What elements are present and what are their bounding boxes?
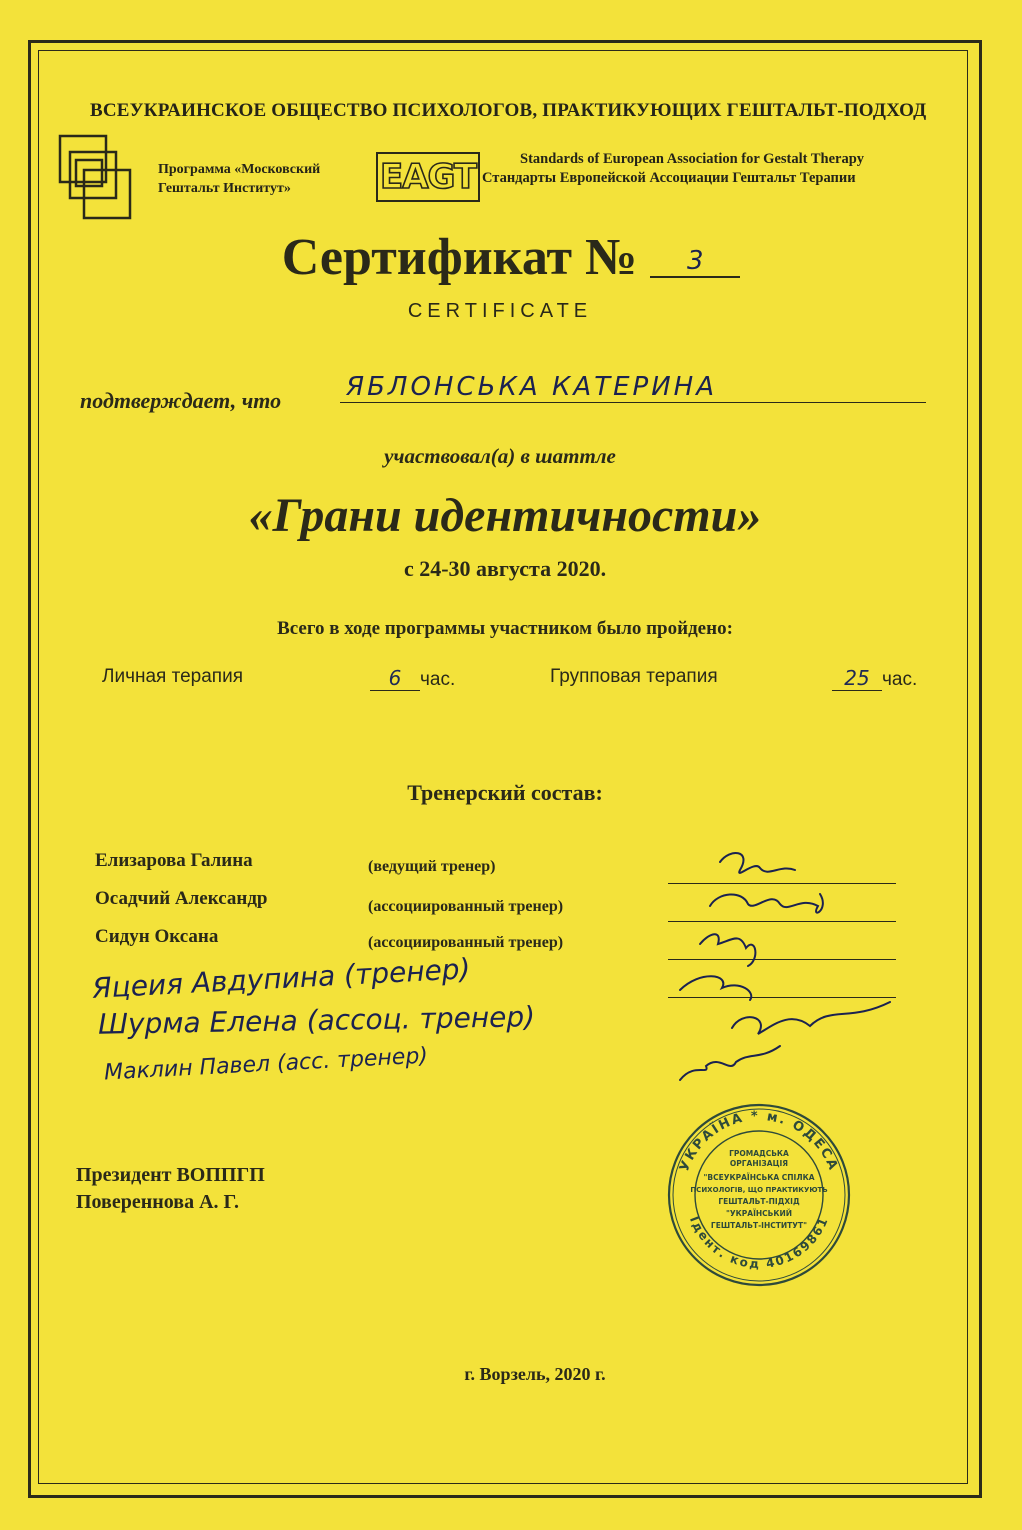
hours-unit: час. — [420, 669, 456, 690]
stamp-line: ГЕШТАЛЬТ-ПІДХІД — [718, 1197, 800, 1206]
handwritten-trainer: Маклин Павел (асс. тренер) — [103, 1043, 429, 1086]
trainers-heading: Тренерский состав: — [407, 780, 603, 805]
signature-stroke — [710, 894, 823, 913]
group-therapy-value: 25 — [832, 666, 882, 691]
stamp-line: ГЕШТАЛЬТ-ІНСТИТУТ" — [710, 1221, 808, 1230]
total-hours-label: Всего в ходе программы участником было пройдено: — [277, 618, 733, 639]
stamp-line: ОРГАНІЗАЦІЯ — [729, 1159, 789, 1168]
stamp-bottom-text: Ідент. код 40169861 — [686, 1214, 832, 1272]
personal-therapy-label: Личная терапия — [102, 666, 243, 687]
standards-ru: Стандарты Европейской Ассоциации Гештальт Терапии — [482, 170, 856, 186]
personal-therapy-value: 6 — [370, 666, 420, 691]
trainer-role: (ассоциированный тренер) — [368, 898, 564, 915]
organization-stamp-icon — [664, 1100, 854, 1290]
trainer-role: (ассоциированный тренер) — [368, 934, 564, 951]
city-year: г. Ворзель, 2020 г. — [464, 1364, 606, 1384]
trainer-name: Елизарова Галина — [95, 850, 253, 871]
shuttle-name: «Грани идентичности» — [248, 489, 762, 542]
president-title: Президент ВОППГП — [76, 1164, 265, 1186]
group-therapy-label: Групповая терапия — [550, 666, 718, 687]
hours-unit: час. — [882, 669, 918, 690]
stamp-line: "ВСЕУКРАЇНСЬКА СПІЛКА — [703, 1173, 815, 1182]
stamp-line: "УКРАЇНСЬКИЙ — [725, 1209, 793, 1218]
organization-title: ВСЕУКРАИНСКОЕ ОБЩЕСТВО ПСИХОЛОГОВ, ПРАКТИКУЮЩИХ ГЕШТАЛЬТ-ПОДХОД — [90, 100, 927, 121]
signature-stroke — [720, 853, 795, 873]
participant-name: ЯБЛОНСЬКА КАТЕРИНА — [340, 372, 926, 403]
standards-en: Standards of European Association for Gestalt Therapy — [520, 151, 865, 167]
participated-label: участвовал(а) в шаттле — [384, 444, 616, 468]
certificate-title — [0, 228, 1022, 287]
certificate-number: 3 — [650, 246, 740, 278]
eagt-standards — [482, 150, 865, 188]
signature-stroke — [700, 934, 755, 966]
certificate-title-en: CERTIFICATE — [407, 300, 593, 322]
program-label — [158, 160, 320, 198]
stamp-line: ПСИХОЛОГІВ, ЩО ПРАКТИКУЮТЬ — [690, 1186, 828, 1194]
trainer-signatures — [660, 840, 920, 1100]
president-name: Поверенновa А. Г. — [76, 1191, 239, 1213]
confirms-label: подтверждает, что — [80, 388, 282, 413]
personal-therapy-hours — [370, 666, 455, 691]
title-text: Сертификат № — [281, 229, 638, 286]
stamp-line: ГРОМАДСЬКА — [729, 1149, 789, 1158]
handwritten-trainer: Яцеия Авдупина (тренер) — [91, 952, 472, 1005]
handwritten-trainer: Шурма Елена (ассоц. тренер) — [97, 1000, 536, 1041]
program-line-1: Программа «Московский — [158, 162, 321, 177]
trainer-role: (ведущий тренер) — [368, 858, 496, 875]
stamp-top-text: УКРАЇНА * м. ОДЕСА — [677, 1108, 841, 1174]
signature-stroke — [680, 1046, 780, 1080]
trainer-name: Сидун Оксана — [95, 926, 219, 947]
eagt-logo-text: EAGT — [379, 157, 477, 197]
signature-stroke — [680, 976, 751, 1000]
group-therapy-hours — [832, 666, 917, 691]
eagt-logo — [376, 152, 480, 202]
president-block — [76, 1162, 265, 1216]
program-dates: с 24-30 августа 2020. — [403, 556, 607, 581]
gestalt-logo-icon — [56, 132, 136, 224]
signature-stroke — [732, 1002, 890, 1034]
trainer-name: Осадчий Александр — [95, 888, 268, 909]
program-line-2: Гештальт Институт» — [158, 181, 291, 196]
